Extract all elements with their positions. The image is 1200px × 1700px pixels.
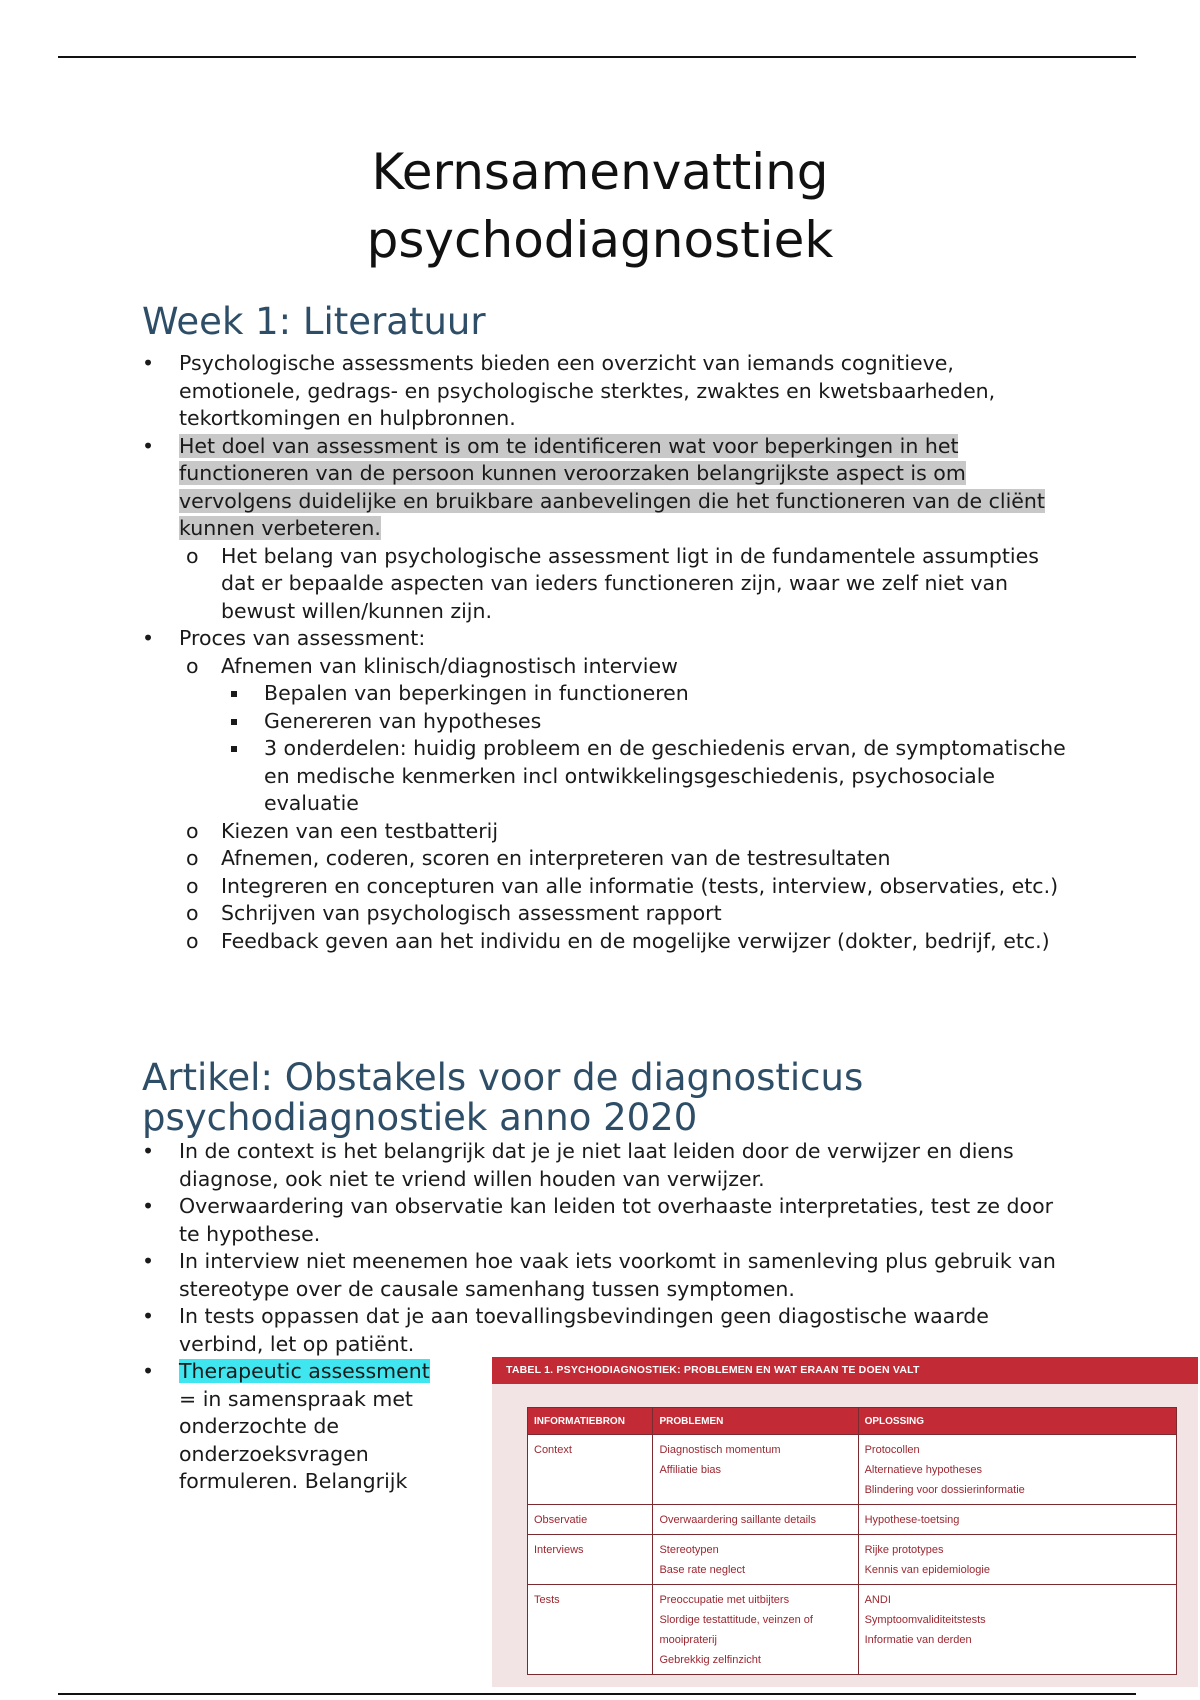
week1-heading: Week 1: Literatuur	[142, 300, 486, 343]
table-cell: Rijke prototypes Kennis van epidemiologie	[858, 1535, 1176, 1585]
process-step: o Feedback geven aan het individu en de mogelijke verwijzer (dokter, bedrijf, etc.)	[179, 928, 1072, 956]
title-line-1: Kernsamenvatting	[371, 143, 829, 201]
table-header: INFORMATIEBRON	[528, 1408, 653, 1435]
table-caption: TABEL 1. PSYCHODIAGNOSTIEK: PROBLEMEN EN WAT ERAAN TE DOEN VALT	[492, 1357, 1198, 1384]
table-cell: Overwaardering saillante details	[653, 1505, 858, 1535]
week1-list	[142, 350, 1072, 955]
process-step: o Kiezen van een testbatterij	[179, 818, 1072, 846]
problems-table-image	[492, 1357, 1198, 1687]
table-cell: Tests	[528, 1585, 653, 1675]
list-item: • Psychologische assessments bieden een overzicht van iemands cognitieve, emotionele, gedrags- en psychologische sterktes, zwaktes en kwetsbaarheden, tekortkomingen en hulpbronnen.	[142, 350, 1072, 433]
table-cell: Preoccupatie met uitbijters Slordige testattitude, veinzen of mooipraterij Gebrekkig zelfinzicht	[653, 1585, 858, 1675]
table-cell: ANDI Symptoomvaliditeitstests Informatie van derden	[858, 1585, 1176, 1675]
bottom-rule	[58, 1693, 1136, 1695]
table-cell: Diagnostisch momentum Affiliatie bias	[653, 1435, 858, 1505]
table-cell: Protocollen Alternatieve hypotheses Blindering voor dossierinformatie	[858, 1435, 1176, 1505]
table-cell: Context	[528, 1435, 653, 1505]
table-row	[528, 1505, 1177, 1535]
table-row	[528, 1535, 1177, 1585]
therapeutic-assessment-highlight: Therapeutic assessment	[179, 1359, 430, 1383]
table-header: OPLOSSING	[858, 1408, 1176, 1435]
list-item: • Therapeutic assessment = in samenspraak met onderzochte de onderzoeksvragen formuleren. Belangrijk	[142, 1358, 449, 1496]
document-title	[0, 138, 1200, 274]
problems-table	[527, 1407, 1177, 1675]
list-item: • Proces van assessment: o Afnemen van klinisch/diagnostisch interview Bepalen van beperkingen in functioneren Genereren van hypotheses 3 onderdelen: huidig probleem en de geschiedenis ervan, de symptomatische en medische kenmerken incl ontwikkelingsgeschiedenis, psychosociale evaluatie o Kiezen van een testbatterij o Afnemen, coderen, scoren en interpreteren van de testresultaten o Integreren en concepturen van alle informatie (tests, interview, observaties, etc.) o Schrijven van psychologisch assessment rapport o Feedback geven aan het individu en de mogelijke verwijzer (dokter, bedrijf, etc.)	[142, 625, 1072, 955]
highlighted-text: Het doel van assessment is om te identificeren wat voor beperkingen in het functioneren van de persoon kunnen veroorzaken belangrijkste aspect is om vervolgens duidelijke en bruikbare aanbevelingen die het functioneren van de cliënt kunnen verbeteren.	[179, 433, 1045, 540]
process-substep: 3 onderdelen: huidig probleem en de geschiedenis ervan, de symptomatische en medische kenmerken incl ontwikkelingsgeschiedenis, psychosociale evaluatie	[221, 735, 1072, 818]
top-rule	[58, 56, 1136, 58]
list-item: • In tests oppassen dat je aan toevallingsbevindingen geen diagostische waarde verbind, let op patiënt.	[142, 1303, 1072, 1358]
table-cell: Interviews	[528, 1535, 653, 1585]
list-item-highlighted	[142, 433, 1072, 626]
table-header: PROBLEMEN	[653, 1408, 858, 1435]
table-cell: Stereotypen Base rate neglect	[653, 1535, 858, 1585]
list-item: • In de context is het belangrijk dat je je niet laat leiden door de verwijzer en diens diagnose, ook niet te vriend willen houden van verwijzer.	[142, 1138, 1072, 1193]
sub-list-item: o Het belang van psychologische assessment ligt in de fundamentele assumpties dat er bepaalde aspecten van ieders functioneren zijn, waar we zelf niet van bewust willen/kunnen zijn.	[179, 543, 1072, 626]
process-step: o Afnemen, coderen, scoren en interpreteren van de testresultaten	[179, 845, 1072, 873]
title-line-2: psychodiagnostiek	[366, 211, 834, 269]
process-list	[179, 653, 1072, 956]
process-substep: Genereren van hypotheses	[221, 708, 1072, 736]
process-step: o Integreren en concepturen van alle informatie (tests, interview, observaties, etc.)	[179, 873, 1072, 901]
process-step: o Schrijven van psychologisch assessment rapport	[179, 900, 1072, 928]
process-step: o Afnemen van klinisch/diagnostisch interview Bepalen van beperkingen in functioneren Genereren van hypotheses 3 onderdelen: huidig probleem en de geschiedenis ervan, de symptomatische en medische kenmerken incl ontwikkelingsgeschiedenis, psychosociale evaluatie	[179, 653, 1072, 818]
list-item: • In interview niet meenemen hoe vaak iets voorkomt in samenleving plus gebruik van stereotype over de causale samenhang tussen symptomen.	[142, 1248, 1072, 1303]
list-item: • Overwaardering van observatie kan leiden tot overhaaste interpretaties, test ze door te hypothese.	[142, 1193, 1072, 1248]
table-cell: Observatie	[528, 1505, 653, 1535]
table-row	[528, 1435, 1177, 1505]
table-row	[528, 1585, 1177, 1675]
table-cell: Hypothese-toetsing	[858, 1505, 1176, 1535]
process-substep: Bepalen van beperkingen in functioneren	[221, 680, 1072, 708]
artikel-heading: Artikel: Obstakels voor de diagnosticus psychodiagnostiek anno 2020	[142, 1056, 864, 1139]
